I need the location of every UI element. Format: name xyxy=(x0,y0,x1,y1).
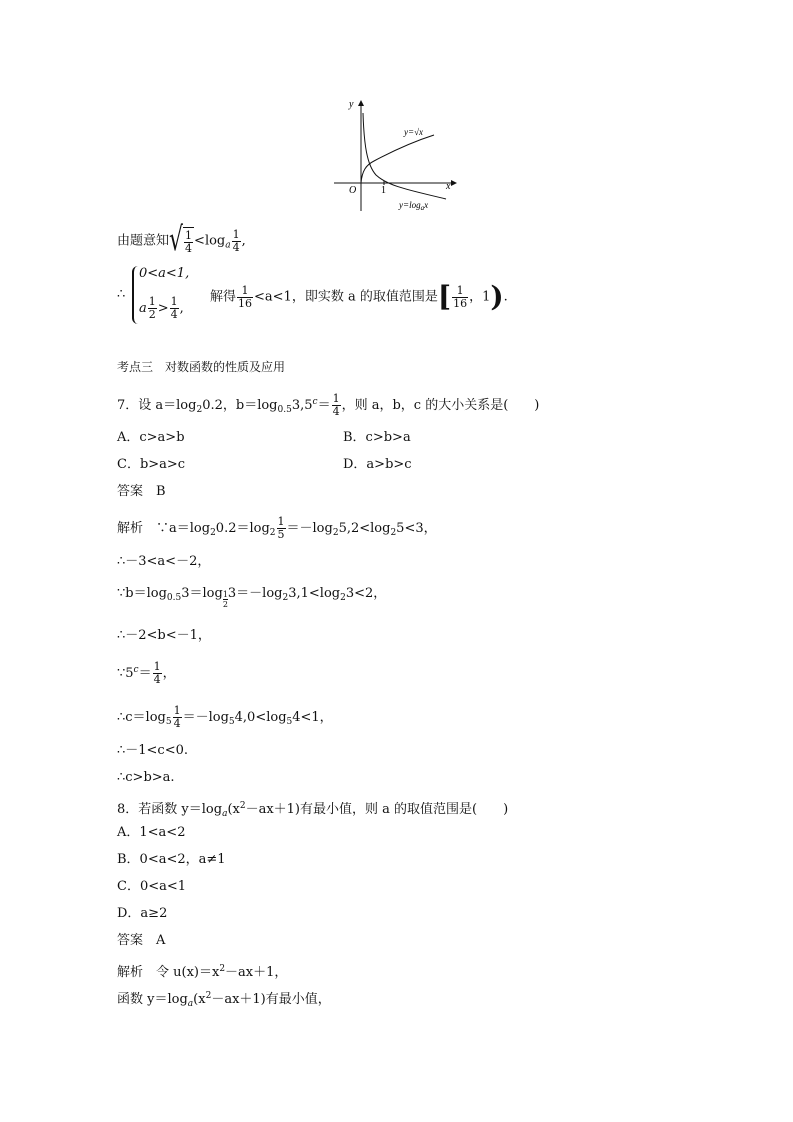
q8-solution-1: 解析 令 $u(x)=x^2-ax+1$， xyxy=(117,964,288,980)
q7-solution-2: ∴－3<a<－2， xyxy=(117,554,211,569)
q7-option-c: C．b>a>c xyxy=(117,457,186,472)
q7-solution-8: ∴c>b>a. xyxy=(117,770,175,785)
solve-line: 解得 $\frac{1}{16}$ <a<1，即实数 a 的取值范围是[ $\frac{1}{16}$ ，1). xyxy=(210,280,508,313)
tick-one-label: 1 xyxy=(381,185,386,196)
q7-answer: 答案 B xyxy=(117,484,166,499)
q7-option-a: A．c>a>b xyxy=(117,430,185,445)
q8-answer: 答案 A xyxy=(117,933,166,948)
log-curve xyxy=(363,113,446,199)
q8-option-a: A．1<a<2 xyxy=(117,825,186,840)
line-condition: 由题意知√ $\frac{1}{4}$ $<\log_a$ $\frac{1}{4}$ , xyxy=(117,221,246,259)
q7-option-d: D．a>b>c xyxy=(343,457,412,472)
q8-option-d: D．a≥2 xyxy=(117,906,168,921)
q8-option-b: B．0<a<2，a≠1 xyxy=(117,852,226,867)
origin-label: O xyxy=(349,185,357,196)
q7-stem: 7．设 $a=\log_20.2$，$b=\log_{0.5}3,5^c=$ $\frac{1}{4}$ ，则 a，b，c 的大小关系是( ) xyxy=(117,392,540,418)
x-axis-label: x xyxy=(446,181,451,192)
q7-option-b: B．c>b>a xyxy=(343,430,411,445)
therefore-mark: ∴ xyxy=(117,287,126,302)
q8-solution-2: 函数 $y=\log_a(x^2-ax+1)$有最小值， xyxy=(117,991,331,1009)
system-brace xyxy=(132,266,138,324)
q7-solution-4: ∴－2<b<－1， xyxy=(117,628,211,643)
y-axis-label: y xyxy=(349,99,354,110)
q8-option-c: C．0<a<1 xyxy=(117,879,187,894)
log-curve-label: $y=\log_ax$ xyxy=(399,200,429,212)
q7-solution-1: 解析 $\because a=\log_20.2=\log_2$ $\frac{1}{5}$ $=-\log_25,2<\log_25<3$， xyxy=(117,515,437,541)
q7-solution-7: ∴－1<c<0. xyxy=(117,743,189,758)
function-graph xyxy=(334,95,464,215)
system-row-2: a $\frac{1}{2}$ > $\frac{1}{4}$ , xyxy=(139,295,184,321)
sqrt-curve-label: y=√x xyxy=(404,127,424,137)
q7-solution-6: $\therefore c=\log_5$ $\frac{1}{4}$ $=-\log_54,0<\log_54<1$， xyxy=(117,704,333,730)
system-row-1: 0<a<1, xyxy=(139,266,190,281)
sqrt-curve xyxy=(361,135,434,183)
q7-solution-3: $\because b=\log_{0.5}3=\log$ $\frac{1}{2}$ $3=-\log_23,1<\log_23<2$， xyxy=(117,586,387,609)
q8-stem: 8．若函数 $y=\log_a(x^2-ax+1)$有最小值，则 a 的取值范围是( ) xyxy=(117,801,509,819)
section-heading: 考点三 对数函数的性质及应用 xyxy=(117,360,286,374)
q7-solution-5: $\because 5^c=$ $\frac{1}{4}$ ， xyxy=(117,660,176,686)
